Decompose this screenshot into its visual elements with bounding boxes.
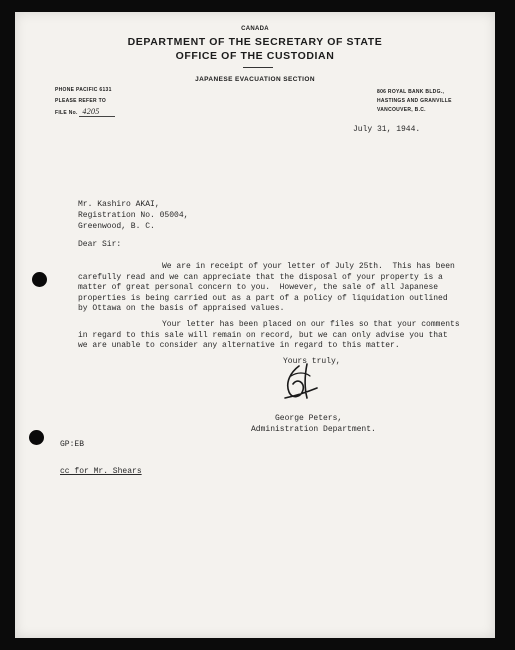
country-heading: CANADA bbox=[241, 26, 269, 32]
carbon-copy-note: cc for Mr. Shears bbox=[60, 467, 142, 476]
recipient-location: Greenwood, B. C. bbox=[78, 222, 155, 231]
body-line: Your letter has been placed on our files so that your comments bbox=[162, 320, 460, 329]
file-number-value: 4205 bbox=[79, 107, 115, 117]
body-line: we are unable to consider any alternative in regard to this matter. bbox=[78, 341, 400, 350]
please-refer-line: PLEASE REFER TO bbox=[55, 98, 107, 104]
address-line-1: 806 ROYAL BANK BLDG., bbox=[377, 89, 445, 95]
salutation: Dear Sir: bbox=[78, 240, 122, 249]
office-heading: OFFICE OF THE CUSTODIAN bbox=[175, 50, 335, 62]
punch-hole-upper bbox=[32, 272, 47, 287]
phone-line: PHONE PACIFIC 6131 bbox=[55, 87, 112, 93]
signer-title: Administration Department. bbox=[251, 425, 376, 434]
recipient-registration: Registration No. 05004, bbox=[78, 211, 189, 220]
body-line: properties is being carried out as a part of a policy of liquidation outlined bbox=[78, 293, 448, 303]
recipient-name: Mr. Kashiro AKAI, bbox=[78, 200, 160, 209]
body-line: matter of great personal concern to you. However, the sale of all Japanese bbox=[78, 283, 439, 292]
closing: Yours truly, bbox=[283, 357, 341, 366]
file-number-label: FILE No. bbox=[55, 110, 78, 116]
punch-hole-lower bbox=[29, 430, 44, 445]
body-paragraph-2 bbox=[78, 320, 473, 352]
section-heading: JAPANESE EVACUATION SECTION bbox=[195, 76, 315, 83]
address-line-2: HASTINGS AND GRANVILLE bbox=[377, 98, 452, 104]
file-number-line bbox=[55, 107, 115, 117]
address-line-3: VANCOUVER, B.C. bbox=[377, 107, 426, 113]
signer-name: George Peters, bbox=[275, 414, 343, 423]
body-line: in regard to this sale will remain on record, but we can only advise you that bbox=[78, 330, 448, 340]
handwritten-signature bbox=[277, 362, 327, 404]
body-paragraph-1 bbox=[78, 262, 473, 315]
letter-page bbox=[15, 12, 495, 638]
department-heading: DEPARTMENT OF THE SECRETARY OF STATE bbox=[127, 36, 383, 48]
letter-date: July 31, 1944. bbox=[353, 125, 421, 134]
typist-initials: GP:EB bbox=[60, 440, 85, 449]
body-line: We are in receipt of your letter of July 25th. This has been bbox=[162, 262, 455, 271]
body-line: by Ottawa on the basis of appraised values. bbox=[78, 304, 285, 313]
heading-divider bbox=[243, 67, 273, 68]
body-line: carefully read and we can appreciate that the disposal of your property is a bbox=[78, 272, 443, 282]
